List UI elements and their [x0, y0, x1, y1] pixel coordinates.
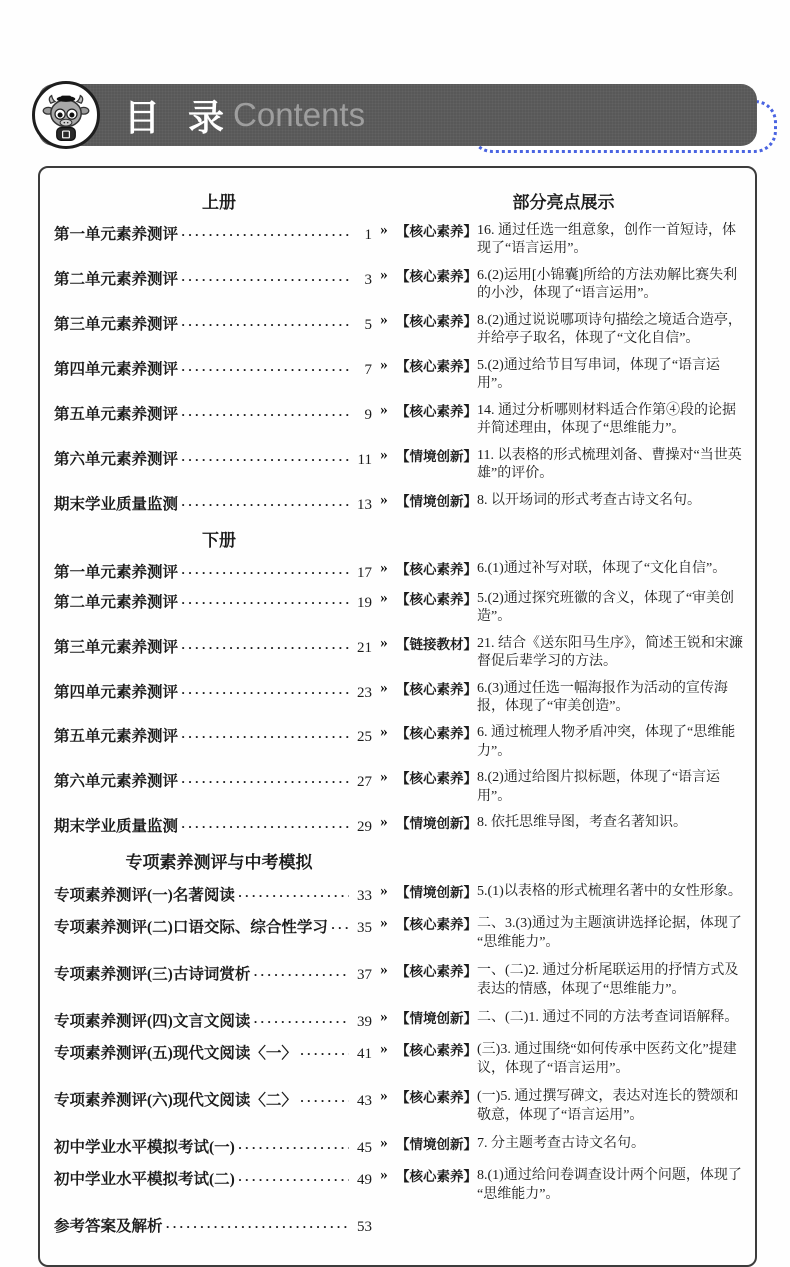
toc-row — [54, 1130, 743, 1162]
dot-leader — [181, 271, 349, 289]
dot-leader — [181, 226, 349, 244]
double-chevron-icon: » — [380, 962, 388, 979]
toc-entry — [54, 680, 372, 702]
highlight-badge: 【核心素养】 — [396, 561, 477, 577]
toc-entry — [54, 1009, 372, 1031]
double-chevron-icon: » — [380, 1167, 388, 1184]
double-chevron-icon: » — [380, 311, 388, 328]
highlight-text: (一)5. 通过撰写碑文，表达对连长的赞颂和敬意，体现了“语言运用”。 — [477, 1089, 739, 1123]
double-chevron-icon: » — [380, 814, 388, 831]
page-number: 27 — [357, 774, 372, 791]
double-chevron-icon: » — [380, 724, 388, 741]
toc-row — [54, 720, 743, 765]
toc-row — [54, 676, 743, 721]
highlight-text: 6. 通过梳理人物矛盾冲突，体现了“思维能力”。 — [477, 725, 736, 759]
toc-row — [54, 488, 743, 518]
highlight-badge: 【核心素养】 — [396, 358, 477, 374]
highlight-entry — [396, 1009, 743, 1028]
highlight-text: 7. 分主题考查古诗文名句。 — [477, 1136, 645, 1152]
dot-leader — [253, 966, 349, 984]
section-heading: 上册 — [202, 193, 236, 212]
toc-item-title: 专项素养测评(五)现代文阅读〈一〉 — [54, 1045, 297, 1063]
dot-leader — [166, 1218, 349, 1236]
toc-item-title: 第二单元素养测评 — [54, 593, 179, 611]
toc-entry — [54, 222, 372, 244]
page-number: 49 — [357, 1172, 372, 1189]
highlight-badge: 【情境创新】 — [396, 1011, 477, 1027]
toc-section-special — [54, 848, 743, 1241]
double-chevron-icon: » — [380, 1135, 388, 1152]
toc-row — [54, 1083, 743, 1130]
calf-mascot-icon — [32, 81, 100, 149]
toc-row — [54, 586, 743, 631]
highlight-badge: 【核心素养】 — [396, 726, 477, 742]
toc-row — [54, 398, 743, 443]
dot-leader — [181, 564, 349, 582]
highlight-text: 5.(2)通过探究班徽的含义，体现了“审美创造”。 — [477, 590, 735, 625]
page-number: 13 — [357, 496, 372, 513]
page-number: 25 — [357, 729, 372, 746]
highlight-text: 二、3.(3)通过为主题演讲选择论据，体现了“思维能力”。 — [477, 916, 742, 950]
highlight-entry — [396, 915, 743, 952]
toc-row — [54, 308, 743, 353]
toc-panel — [38, 166, 757, 1267]
toc-item-title: 专项素养测评(二)口语交际、综合性学习 — [54, 919, 328, 937]
highlight-entry — [396, 357, 743, 394]
toc-item-title: 第四单元素养测评 — [54, 360, 179, 378]
toc-row — [54, 631, 743, 676]
highlight-text: 8. 依托思维导图，考查名著知识。 — [477, 815, 687, 831]
page-number: 11 — [357, 451, 372, 468]
highlight-entry — [396, 492, 743, 511]
double-chevron-icon: » — [380, 266, 388, 283]
toc-item-title: 第三单元素养测评 — [54, 315, 179, 333]
highlight-badge: 【核心素养】 — [396, 1090, 477, 1106]
toc-section-volume2 — [54, 526, 743, 841]
double-chevron-icon: » — [380, 1009, 388, 1026]
highlight-entry — [396, 1167, 743, 1204]
highlight-badge: 【核心素养】 — [396, 917, 477, 933]
page-number: 39 — [357, 1014, 372, 1031]
toc-row — [54, 353, 743, 398]
dot-leader — [300, 1045, 349, 1063]
highlight-text: 16. 通过任选一组意象，创作一首短诗，体现了“语言运用”。 — [477, 223, 736, 257]
highlight-text: 8. 以开场词的形式考查古诗文名句。 — [477, 492, 701, 508]
page-number: 17 — [357, 564, 372, 581]
toc-entry — [54, 447, 372, 469]
toc-item-title: 第五单元素养测评 — [54, 728, 179, 746]
page-number: 33 — [357, 888, 372, 905]
page-number: 19 — [357, 594, 372, 611]
toc-entry — [54, 1167, 372, 1189]
double-chevron-icon: » — [380, 222, 388, 238]
highlight-entry — [396, 402, 743, 439]
page-number: 43 — [357, 1093, 372, 1110]
toc-entry — [54, 1088, 372, 1110]
toc-row — [54, 443, 743, 488]
toc-rows — [54, 878, 743, 1241]
highlight-entry — [396, 962, 743, 999]
toc-entry — [54, 560, 372, 582]
highlight-badge: 【核心素养】 — [396, 771, 477, 787]
dot-leader — [181, 728, 349, 746]
toc-entry — [54, 635, 372, 657]
highlight-text: 14. 通过分析哪则材料适合作第④段的论据并简述理由，体现了“思维能力”。 — [477, 402, 736, 437]
page-number: 23 — [357, 684, 372, 701]
toc-row — [54, 765, 743, 810]
page-number: 37 — [357, 967, 372, 984]
toc-item-title: 第二单元素养测评 — [54, 270, 179, 288]
toc-item-title: 第一单元素养测评 — [54, 563, 179, 581]
highlight-badge: 【核心素养】 — [396, 1169, 477, 1185]
page-number: 7 — [364, 361, 372, 378]
toc-row — [54, 263, 743, 308]
highlight-entry — [396, 680, 743, 717]
toc-row — [54, 218, 743, 263]
toc-entry — [54, 492, 372, 514]
highlight-entry — [396, 814, 743, 833]
toc-rows — [54, 556, 743, 841]
dot-leader — [253, 1013, 349, 1031]
double-chevron-icon: » — [380, 356, 388, 373]
toc-row — [54, 1162, 743, 1209]
toc-row — [54, 556, 743, 586]
highlight-badge: 【链接教材】 — [396, 636, 477, 652]
dot-leader — [181, 316, 349, 334]
page-number: 35 — [357, 920, 372, 937]
highlight-text: (三)3. 通过围绕“如何传承中医药文化”提建议，体现了“语言运用”。 — [477, 1042, 737, 1076]
toc-item-title: 期末学业质量监测 — [54, 818, 179, 836]
highlight-badge: 【情境创新】 — [396, 493, 477, 509]
double-chevron-icon: » — [380, 883, 388, 900]
highlight-badge: 【核心素养】 — [396, 591, 477, 607]
double-chevron-icon: » — [380, 915, 388, 932]
toc-item-title: 专项素养测评(四)文言文阅读 — [54, 1013, 251, 1031]
toc-item-title: 初中学业水平模拟考试(二) — [54, 1171, 235, 1189]
page-number: 29 — [357, 819, 372, 836]
highlight-text: 一、(二)2. 通过分析尾联运用的抒情方式及表达的情感，体现了“思维能力”。 — [477, 963, 739, 997]
highlight-entry — [396, 312, 743, 349]
highlight-badge: 【核心素养】 — [396, 681, 477, 697]
section-heading: 专项素养测评与中考模拟 — [125, 853, 313, 873]
page-number: 5 — [364, 316, 372, 333]
highlight-text: 8.(2)通过说说哪项诗句描绘之境适合造亭，并给亭子取名，体现了“文化自信”。 — [477, 312, 742, 347]
toc-entry — [54, 312, 372, 334]
toc-item-title: 期末学业质量监测 — [54, 495, 179, 513]
dot-leader — [181, 361, 349, 379]
highlight-text: 8.(1)通过给问卷调查设计两个问题，体现了“思维能力”。 — [477, 1168, 742, 1202]
highlight-badge: 【核心素养】 — [396, 224, 477, 239]
dot-leader — [181, 684, 349, 702]
double-chevron-icon: » — [380, 769, 388, 786]
toc-entry — [54, 915, 372, 937]
highlight-entry — [396, 267, 743, 304]
highlight-badge: 【核心素养】 — [396, 1043, 477, 1059]
toc-item-title: 第三单元素养测评 — [54, 638, 179, 656]
page-number: 41 — [357, 1046, 372, 1063]
toc-entry — [54, 769, 372, 791]
highlight-entry — [396, 560, 743, 579]
toc-entry — [54, 1041, 372, 1063]
page-header — [38, 84, 757, 146]
highlight-text: 8.(2)通过给图片拟标题，体现了“语言运用”。 — [477, 770, 721, 804]
double-chevron-icon: » — [380, 589, 388, 606]
toc-item-title: 第六单元素养测评 — [54, 450, 179, 468]
dot-leader — [181, 594, 349, 612]
page-number: 1 — [364, 227, 372, 243]
highlight-entry — [396, 1088, 743, 1125]
toc-row — [54, 810, 743, 840]
highlights-heading: 部分亮点展示 — [512, 193, 615, 212]
double-chevron-icon: » — [380, 1041, 388, 1058]
highlight-entry — [396, 1041, 743, 1078]
toc-entry — [54, 1135, 372, 1157]
highlight-entry — [396, 447, 743, 484]
highlight-entry — [396, 590, 743, 627]
toc-item-title: 专项素养测评(三)古诗词赏析 — [54, 966, 251, 984]
double-chevron-icon: » — [380, 679, 388, 696]
toc-entry — [54, 590, 372, 612]
dot-leader — [181, 406, 349, 424]
toc-item-title: 初中学业水平模拟考试(一) — [54, 1139, 235, 1157]
toc-item-title: 第四单元素养测评 — [54, 683, 179, 701]
page-number: 3 — [364, 271, 372, 288]
toc-item-title: 第五单元素养测评 — [54, 405, 179, 423]
highlight-badge: 【情境创新】 — [396, 448, 477, 464]
highlight-badge: 【情境创新】 — [396, 1137, 477, 1153]
toc-item-title: 专项素养测评(六)现代文阅读〈二〉 — [54, 1092, 297, 1110]
dot-leader — [181, 451, 349, 469]
toc-item-title: 参考答案及解析 — [54, 1218, 163, 1235]
highlight-badge: 【情境创新】 — [396, 816, 477, 832]
double-chevron-icon: » — [380, 1088, 388, 1105]
double-chevron-icon: » — [380, 401, 388, 418]
dot-leader — [181, 496, 349, 514]
highlight-text: 6.(1)通过补写对联，体现了“文化自信”。 — [477, 560, 727, 576]
highlight-entry — [396, 635, 743, 672]
highlight-badge: 【核心素养】 — [396, 964, 477, 980]
toc-row — [54, 910, 743, 957]
toc-entry — [54, 883, 372, 905]
toc-entry — [54, 814, 372, 836]
highlight-text: 5.(2)通过给节目写串词，体现了“语言运用”。 — [477, 357, 721, 392]
highlight-entry — [396, 883, 743, 902]
toc-item-title: 第一单元素养测评 — [54, 226, 179, 243]
toc-row — [54, 1004, 743, 1036]
highlight-badge: 【核心素养】 — [396, 403, 477, 419]
highlight-text: 6.(3)通过任选一幅海报作为活动的宣传海报，体现了“审美创造”。 — [477, 680, 728, 714]
toc-entry — [54, 267, 372, 289]
dot-leader — [238, 1171, 349, 1189]
toc-row — [54, 1209, 743, 1241]
page-title: 目 录 — [124, 96, 234, 138]
section-heading: 下册 — [202, 530, 236, 550]
toc-rows — [54, 218, 743, 518]
dot-leader — [300, 1092, 349, 1110]
dot-leader — [181, 818, 349, 836]
toc-item-title: 专项素养测评(一)名著阅读 — [54, 887, 235, 905]
highlight-badge: 【核心素养】 — [396, 268, 477, 284]
page-number: 9 — [364, 406, 372, 423]
highlight-badge: 【核心素养】 — [396, 313, 477, 329]
toc-entry — [54, 724, 372, 746]
dot-leader — [238, 1139, 349, 1157]
page-number: 53 — [357, 1219, 372, 1235]
toc-entry — [54, 962, 372, 984]
toc-item-title: 第六单元素养测评 — [54, 773, 179, 791]
dot-leader — [331, 919, 349, 937]
highlight-text: 11. 以表格的形式梳理刘备、曹操对“当世英雄”的评价。 — [477, 447, 742, 482]
highlight-text: 6.(2)运用[小锦囊]所给的方法劝解比赛失利的小沙，体现了“语言运用”。 — [477, 267, 738, 302]
highlight-badge: 【情境创新】 — [396, 885, 477, 901]
highlight-entry — [396, 1214, 743, 1215]
highlight-text: 21. 结合《送东阳马生序》，简述王锐和宋濂督促后辈学习的方法。 — [477, 635, 743, 670]
page-number: 21 — [357, 639, 372, 656]
toc-row — [54, 1036, 743, 1083]
toc-entry — [54, 1214, 372, 1236]
dot-leader — [181, 773, 349, 791]
double-chevron-icon: » — [380, 446, 388, 463]
dot-leader — [181, 639, 349, 657]
page-subtitle: Contents — [233, 96, 366, 133]
highlight-entry — [396, 222, 743, 259]
toc-entry — [54, 402, 372, 424]
toc-entry — [54, 357, 372, 379]
toc-row — [54, 957, 743, 1004]
dot-leader — [238, 887, 349, 905]
double-chevron-icon: » — [380, 634, 388, 651]
highlight-text: 5.(1)以表格的形式梳理名著中的女性形象。 — [477, 884, 742, 900]
page-number: 45 — [357, 1140, 372, 1157]
highlight-entry — [396, 769, 743, 806]
highlight-text: 二、(二)1. 通过不同的方法考查词语解释。 — [477, 1010, 739, 1026]
toc-row — [54, 878, 743, 910]
double-chevron-icon: » — [380, 491, 388, 508]
double-chevron-icon: » — [380, 559, 388, 576]
highlight-entry — [396, 724, 743, 761]
toc-section-volume1 — [54, 188, 743, 518]
